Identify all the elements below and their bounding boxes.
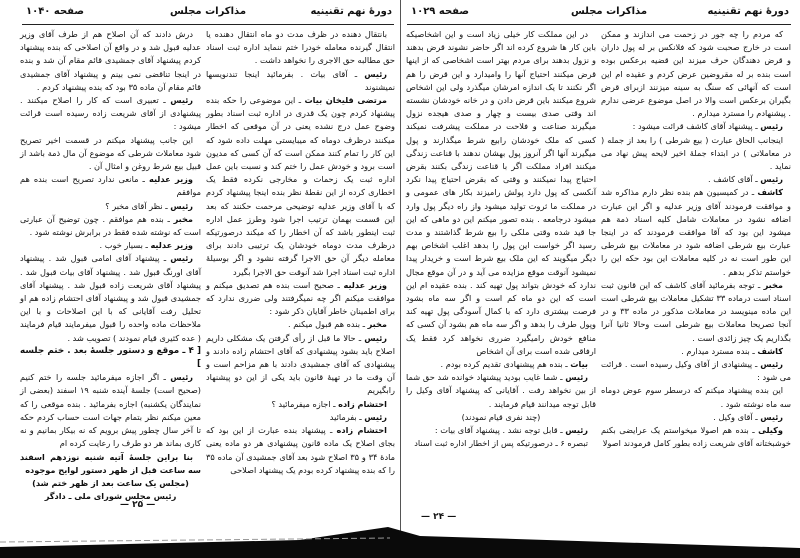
speaker-name: وزیر عدلیه <box>149 174 193 185</box>
paragraph-text: (چند نفری قیام نمودند) <box>461 411 541 422</box>
paragraph-text: تبصره ۶ ـ درصورتیکه پس از اخطار اداره ثبت اسناد <box>414 438 588 449</box>
speaker-name: وکیلی <box>758 425 783 436</box>
paragraph <box>20 490 201 503</box>
paragraph-text: ـ پیشنهاد آقای کاشف قرائت میشود : <box>632 121 761 132</box>
text-column <box>406 28 596 451</box>
text-column <box>20 28 201 503</box>
paragraph-text: اینجانب الحاق عبارت ( بیع شرطی ) را بعد از جمله ( در معاملاتی ) در ابتداء جملهٔ اخیر لایحه پیش نهاد می نماید . <box>601 134 791 172</box>
paragraph-text: ـ شما غایب بودید پیشنهاد خوانده شد حق شما از بین نخواهد رفت . آقایانی که پیشنهاد آقای وکیل را قابل توجه میدانند قیام فرمایند . <box>406 372 596 409</box>
paragraph-text: در این مملکت کار خیلی زیاد است و این اشخاصیکه باین کار ها شروع کرده اند اگر حاضر نشوند قرض بدهند و نزول بدهند برای مردم بهتر است اشخاصی که از اینها قرض میکنند احتیاج آنها را وامیدارد و این قرض را هم اگر نکنند تا یک اندازه امرشان میگذرد ولی این اشخاص شروع میکنند باین قرض دادن و در خانه خودشان نشسته اند وقتی صدی بیست و چهار و صدی هیجده نزول میگیرند صناعت و فلاحت در مملکت پیشرفت نمیکند کسی که ملک خودشان رابیع شرط میگذارند و پول میگیرند آنها اگر آنروز پول بهشان ندهند با قناعت زندگی میکنند افراد مملکت اگر با قناعت زندگی بکنند بقرض احتیاج پیدا نمیکنند و وقتی که بقرض احتیاج پیدا نکرد آنکسی که پول دارد پولش رامیزند بکار های عمومی و در مملکت ما ثروت تولید میشود واز راه دیگر پول وارد میشود درجامعه . بنده تصور میکنم این دو ماهی که این جا قید شده وقتی ملکی را بیع شرط گذاشتند و مدت رسید اگر خواست این پول را بدهد اغلب اشخاص بهم دیگر میگویند که این ملک بیع شرط است و خریدار پیدا نمیشود آنوقت موقع مزایده می آید و در آن موقع مجال ندارد که خودش بتواند پول تهیه کند . بنده عقیده ام این است که این دو ماه کم است و اگر سه ماه بشود فرصت بیشتری دارد که با کمال آسودگی پول تهیه کند وپول طرف را بدهد و اگر سه ماه هم بشود آن کسی که منافع خودش رامیگیرد ضرری نخواهد کرد فقط یک ارفاقی شده است برای آن اشخاص <box>406 29 596 356</box>
page-footer-number: — ۲۵ — <box>120 500 156 510</box>
speaker-name: رئیس <box>565 425 588 436</box>
paragraph-text: ـ بنده هم اصولا میخواستم یک عرایضی بکنم خوشبختانه آقای شریعت زاده بطور کامل فرمودند اصولا <box>601 425 791 449</box>
paragraph <box>20 134 201 174</box>
paragraph <box>601 134 791 174</box>
paragraph <box>20 451 201 477</box>
paragraph-text: ـ پیشنهاد آقای امامی قبول شد . پیشنهاد آقای اورنگ قبول شد . پیشنهاد آقای بیات قبول شد . پیشنهاد آقای شریعت زاده قبول شد . پیشنهاد آقای جمشیدی قبول شد و پیشنهاد آقای احتشام زاده هم او تحلیل رفت آقایانی که با این اصلاحات و با این ملاحظات ماده واحده را قبول میفرمایند قیام فرمایند ( عده کثیری قیام نمودند ) تصویب شد . <box>20 253 201 343</box>
paragraph <box>601 384 791 410</box>
paragraph <box>601 28 791 120</box>
speech-paragraph <box>601 120 791 133</box>
paragraph-text: ـ قابل توجه نشد . پیشنهاد آقای بیات : <box>434 425 566 436</box>
speech-paragraph <box>206 318 395 331</box>
speech-paragraph <box>406 371 596 411</box>
paragraph-text: ـ تعبیری است که کار را اصلاح میکنند . پیشنهادی از آقای شریعت زاده رسیده است قرائت میشود : <box>20 95 201 132</box>
speaker-name: وزیر عدلیه <box>343 279 388 290</box>
header-period: دورهٔ نهم تقنینیه <box>310 6 392 17</box>
speech-paragraph <box>20 200 201 213</box>
paragraph-text: ـ حالا ما قبل از رأی گرفتن یک مشکلی داریم اصلاح باید بشود پیشنهادی که آقای احتشام زاده دادند و پیشنهادی که آقای جمشیدی دادند با هم مزاحم است و آن وقت ما در تهیهٔ قانون باید یکی از این دو پیشنهاد رابگیریم <box>206 332 395 396</box>
speech-paragraph <box>20 94 201 134</box>
speech-paragraph <box>601 186 791 278</box>
paragraph-text: درش دادند که آن اصلاح هم از طرف آقای وزیر عدلیه قبول شد و در واقع آن اصلاحی که بنده پیشنهاد کردم پیشنهاد آقای جمشیدی قائم مقام آن شد و بنده در اینجا تناقضی نمی بینم و پیشنهاد آقای جمشیدی قائم مقام آن ماده ۳۵ بود که بنده پیشنهاد کردم . <box>20 29 201 92</box>
paragraph-text: بانتقال دهنده در ظرف مدت دو ماه انتقال دهنده یا انتقال گیرنده معامله خودرا ختم ننماید اداره ثبت اسناد حق مطالبه حق الاجری را نخواهد داشت . <box>206 29 395 66</box>
left-page <box>0 0 400 540</box>
speech-paragraph <box>206 411 395 424</box>
speech-paragraph <box>206 332 395 398</box>
paragraph-text: ـ نظر آقای مخبر ؟ <box>105 200 171 211</box>
paragraph-text: ـ آقای وکیل . <box>713 411 761 422</box>
speaker-name: رئیس <box>170 253 193 264</box>
paragraph-text: (مجلس یک ساعت بعد از ظهر ختم شد) <box>32 477 189 488</box>
speaker-name: رئیس <box>760 174 783 185</box>
header-page-number: صفحه ۱۰۴۰ <box>26 6 85 17</box>
paragraph-text: ـ بنده هم موافقم . چون توضیح آن عبارتی است که نوشته شده فقط در برابرش نوشته شود . <box>20 213 201 238</box>
speaker-name: احتشام زاده <box>338 398 387 409</box>
speech-paragraph <box>601 345 791 358</box>
header-rule <box>407 24 791 25</box>
paragraph-text: این جانب پیشنهاد میکنم در قسمت اخیر تصریح شود معاملات شرطی که موضوع آن مال ذمة باشد از قبیل بیع شرط روغن و امثال آن . <box>20 134 201 172</box>
speech-paragraph <box>406 358 596 371</box>
speaker-name: رئیس <box>565 372 588 383</box>
speech-paragraph <box>601 173 791 186</box>
speech-paragraph <box>20 213 201 239</box>
speaker-name: بیات <box>570 359 588 370</box>
page-footer-number: — ۲۴ — <box>421 512 457 522</box>
paragraph <box>406 28 596 358</box>
header-title: مذاکرات مجلس <box>571 6 648 17</box>
speaker-name: رئیس <box>760 359 783 370</box>
paragraph-text: رئیس مجلس شورای ملی ـ دادگر <box>44 491 177 502</box>
speech-paragraph <box>20 371 201 450</box>
speaker-name: رئیس <box>364 68 387 79</box>
speaker-name: رئیس <box>364 411 387 422</box>
paragraph <box>406 437 596 450</box>
speaker-name: مخبر <box>367 319 387 330</box>
speech-paragraph <box>20 252 201 344</box>
speech-paragraph <box>206 68 395 94</box>
speech-paragraph <box>206 94 395 279</box>
speech-paragraph <box>20 239 201 252</box>
speech-paragraph <box>20 173 201 199</box>
speech-paragraph <box>601 358 791 384</box>
paragraph-text: ـ اگر اجازه میفرمائید جلسه را ختم کنیم (صحیح است) جلسهٔ آینده شنبه ۱۹ اسفند (بعضی از نمایندگان یکشنبه) اجازه بفرمائید . بنده موقعی را که معین میکنم نظر بتمام جهات است حساب کردم حکه تا آخر سال چطور پیش برویم که نه بیکار بمانیم و نه کاری بماند هر دو طرف را رعایت کرده ام <box>20 372 201 449</box>
speaker-name: رئیس <box>170 95 193 106</box>
paragraph-text: ـ آقای بیات . بفرمائید اینجا تندنویسها نمیشنوند <box>206 68 395 92</box>
paragraph <box>20 28 201 94</box>
paragraph-text: ـ بنده هم پیشنهادی تقدیم کرده بودم . <box>440 359 571 370</box>
text-column <box>601 28 791 451</box>
paragraph-text: ـ در کمیسیون هم بنده نظر دارم مذاکره شد و موافقت فرمودند آقای وزیر عدلیه و اگر این عبارت اضافه نشود در معاملات شامل کلیه اسناد ذمة هم میشود این بود که آقا موافقت فرمودند که در اینجا عبارت بیع شرطی اضافه شود در معاملات بیع شرطی این طور است نه در کلیه معاملات این بود حکه این را خواستم تذکر بدهم . <box>601 187 791 277</box>
paragraph-text: ـ آقای کاشف . <box>708 174 761 185</box>
section-heading <box>20 345 201 371</box>
header-title: مذاکرات مجلس <box>170 6 247 17</box>
paragraph-text: ـ بنده مسترد میدارم . <box>681 345 758 356</box>
paragraph-text: ـ این موضوعی را حکه بنده پیشنهاد کردم چون یک قدری در اداره ثبت اسناد بطور وضوح عمل درج نشده یعنی در آن موقعی که اخطار میکنند درظرف دوماه که میبایستی مهلت داده شود که این کار را تمام کنند ممکن است که آن کسی که مدیون است برود و خودش عمل را ختم کند و نسبت باین عمل اداره ثبت یک زحمات و مخارجی نکرده فقط یک اخطاری کرده از این نقطهٔ نظر بنده اینجا پیشنهاد کردم که با آقای وزیر عدلیه توضیحی مرحمت حکنند که بعد این قسمت بهمان ترتیب اجرا شود وطرز عمل اداره ثبت اینطور باشد که آن اخطار را که میکند درصورتیکه درظرف مدت دوماه خودشان یک ترتیبی دادند برای معامله دیگر آن حق الاجرا گرفته نشود و اگر بوسیلهٔ اداره ثبت اسناد اجرا شد آنوقت حق الاجرا بگیرد <box>206 95 395 277</box>
paragraph-text: که مردم را چه جور در زحمت می اندازند و ممکن است در خارج صحبت شود که فلانکس بر له پول داران و قرض دهندگان حرف میزند این قضیه برعکس بوده است بنده بر له مقروضین عرض کردم و عقیده ام این است که آنهائی که سنگ به سینه میزنند ازبرای قرض بگیران برعکس است والا در اصل موضوع عرضی ندارم . پیشنهادم را مسترد میدارم . <box>601 29 791 119</box>
right-page <box>400 0 800 540</box>
speech-paragraph <box>206 424 395 477</box>
paragraph-text: این بنده پیشنهاد میکنم که درسطر سوم عوض دوماه سه ماه نوشته شود . <box>601 385 791 409</box>
speech-paragraph <box>601 424 791 450</box>
speaker-name: کاشف <box>757 187 783 198</box>
speech-paragraph <box>206 279 395 319</box>
header-period: دورهٔ نهم تقنینیه <box>707 6 789 17</box>
paragraph-text: ـ بسیار خوب . <box>99 240 151 251</box>
speaker-name: وزیر عدلیه <box>150 240 193 251</box>
paragraph-text: ـ صحیح است بنده هم تصدیق میکنم و موافقت میکنم اگر چه نمیگرفتند ولی ضرری ندارد که برای اطمینان خاطر آقایان ذکر شود : <box>206 279 395 317</box>
speech-paragraph <box>206 398 395 411</box>
paragraph-text: ـ پیشنهادی از آقای وکیل رسیده است . قرائت می شود : <box>601 359 791 383</box>
speaker-name: رئیس <box>364 332 387 343</box>
speaker-name: مخبر <box>173 213 193 224</box>
paragraph <box>206 28 395 68</box>
speech-paragraph <box>601 279 791 345</box>
speaker-name: کاشف <box>757 345 783 356</box>
speaker-name: احتشام زاده <box>336 425 387 436</box>
speech-paragraph <box>406 424 596 437</box>
speaker-name: رئیس <box>760 411 783 422</box>
speaker-name: مرتضی قلیخان بیات <box>304 95 387 106</box>
speaker-name: مخبر <box>763 279 783 290</box>
paragraph-text: ـ اجازه میفرمائید ؟ <box>271 398 339 409</box>
paragraph-text: ـ بفرمائید <box>329 411 365 422</box>
header-page-number: صفحه ۱۰۲۹ <box>411 6 470 17</box>
paragraph-text: ـ بنده هم قبول میکنم . <box>288 319 368 330</box>
paragraph-text: ـ پیشنهاد بنده عبارت از این بود که بجای اصلاح یک ماده قانون پیشنهادی هر دو ماده یعنی مادهٔ ۳۴ و ۳۵ اصلاح شود بعد آقای جمشیدی آن ماده ۳۵ را که بنده پیشنهاد کرده بودم یک پیشنهاد اصلاحی <box>206 425 395 475</box>
paragraph-text: بنا براین جلسهٔ آتیه شنبه نوزدهم اسفند سه ساعت قبل از ظهر دستور لوایح موجوده <box>20 451 201 475</box>
text-column <box>206 28 395 477</box>
paragraph-text: [ ۴ ـ موقع و دستور جلسهٔ بعد . ختم جلسه ] <box>20 345 201 370</box>
paragraph-text: ـ توجه بفرمائید آقای کاشف که این قانون ثبت اسناد است درماده ۳۳ تشکیل معاملات بیع شرطی است این ماده مینویسد در معاملات مذکور در ماده ۳۳ و در آنجا تصریحا معاملات بیع شرطی است وحالا ثانیا آنرا بگذاریم یک چیز زائدی است . <box>601 279 791 343</box>
paragraph <box>406 411 596 424</box>
speaker-name: رئیس <box>170 372 193 383</box>
speaker-name: رئیس <box>760 121 783 132</box>
speaker-name: رئیس <box>170 200 193 211</box>
speech-paragraph <box>601 411 791 424</box>
paragraph <box>20 477 201 490</box>
paragraph-text: ـ مانعی ندارد تصریح است بنده هم موافقم <box>20 174 201 198</box>
header-rule <box>22 24 394 25</box>
